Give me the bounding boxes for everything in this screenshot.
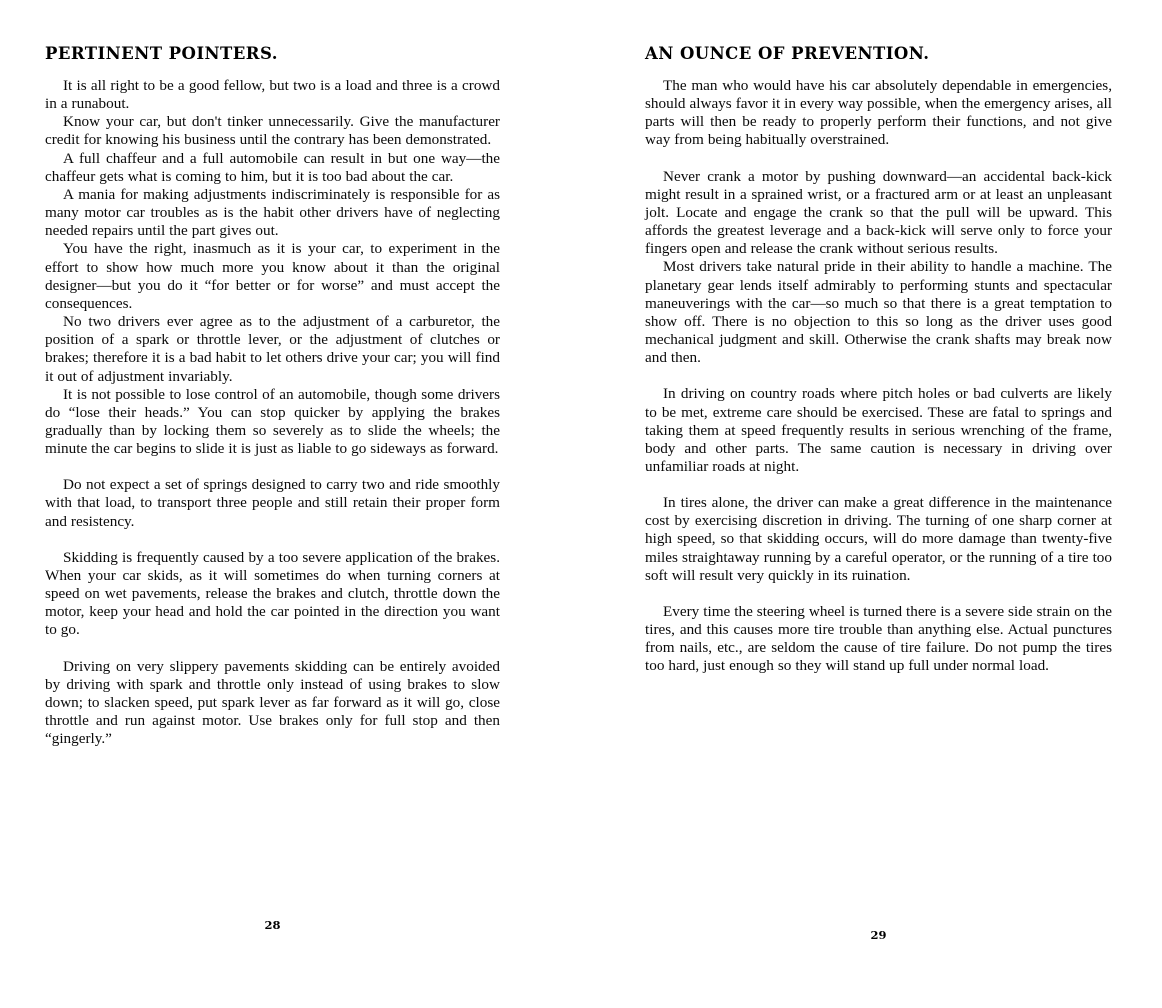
paragraph: Every time the steering wheel is turned there is a severe side strain on the tires, and this causes more tire trouble than anything else. Actual punctures from nails, etc., are seldom the cause of tire failure. Do not pump the tires too hard, just enough so they will stand up full under normal load. xyxy=(645,602,1112,675)
page-number-right: 29 xyxy=(870,928,887,942)
paragraph: Driving on very slippery pavements skidding can be entirely avoided by driving with spark and throttle only instead of using brakes to slow down; to slacken speed, put spark lever as far forward as it will go, close throttle and run against motor. Use brakes only for full stop and then “gingerly.” xyxy=(45,657,500,748)
paragraph: In driving on country roads where pitch holes or bad culverts are likely to be met, extreme care should be exercised. These are fatal to springs and taking them at speed frequently results in serious wrenching of the frame, body and other parts. The same caution is necessary in driving over unfamiliar roads at night. xyxy=(645,385,1112,475)
left-section-heading: PERTINENT POINTERS. xyxy=(45,44,278,63)
left-page-column xyxy=(45,44,500,748)
paragraph: It is not possible to lose control of an automobile, though some drivers do “lose their heads.” You can stop quicker by applying the brakes gradually than by locking them so severely as to slide the wheels; the minute the car begins to slide it is just as liable to go sideways as forward. xyxy=(45,385,500,458)
paragraph: No two drivers ever agree as to the adjustment of a carburetor, the position of a spark or throttle lever, or the adjustment of clutches or brakes; therefore it is a bad habit to let others drive your car; you will find it out of adjustment invariably. xyxy=(45,313,500,385)
paragraph: It is all right to be a good fellow, but two is a load and three is a crowd in a runabout. xyxy=(45,77,500,113)
paragraph: A mania for making adjustments indiscriminately is responsible for as many motor car troubles as is the habit other drivers have of neglecting needed repairs until the part gives out. xyxy=(45,185,500,240)
right-page-column xyxy=(645,44,1112,676)
page-number-left: 28 xyxy=(264,918,281,932)
paragraph: Most drivers take natural pride in their ability to handle a machine. The planetary gear lends itself admirably to performing stunts and spectacular maneuverings with the car—so much so that there is a great temptation to show off. There is no objection to this so long as the driver uses good mechanical judgment and skill. Otherwise the crank shafts may break now and then. xyxy=(645,258,1112,367)
right-section-heading: AN OUNCE OF PREVENTION. xyxy=(645,44,930,63)
paragraph: The man who would have his car absolutely dependable in emergencies, should always favor it in every way possible, when the emergency arises, all parts will then be ready to properly perform their functions, and not give way from being habitually overstrained. xyxy=(645,77,1112,149)
paragraph: Know your car, but don't tinker unnecessarily. Give the manufacturer credit for knowing his business until the contrary has been demonstrated. xyxy=(45,113,500,149)
paragraph: Skidding is frequently caused by a too severe application of the brakes. When your car skids, as it will sometimes do when turning corners at speed on wet pavements, release the brakes and clutch, throttle down the motor, keep your head and hold the car pointed in the direction you want to go. xyxy=(45,548,500,639)
paragraph: Do not expect a set of springs designed to carry two and ride smoothly with that load, to transport three people and still retain their proper form and resistency. xyxy=(45,476,500,530)
paragraph: In tires alone, the driver can make a great difference in the maintenance cost by exercising discretion in driving. The turning of one sharp corner at high speed, so that skidding occurs, will do more damage than twenty-five miles straightaway running by a careful operator, or the running of a tire too soft will result very quickly in its ruination. xyxy=(645,494,1112,584)
paragraph: A full chaffeur and a full automobile can result in but one way—the chaffeur gets what is coming to him, but it is too bad about the car. xyxy=(45,149,500,185)
paragraph: You have the right, inasmuch as it is your car, to experiment in the effort to show how much more you know about it than the original designer—but you do it “for better or for worse” and must accept the consequences. xyxy=(45,240,500,312)
paragraph: Never crank a motor by pushing downward—an accidental back-kick might result in a sprained wrist, or a fractured arm or at least an unpleasant jolt. Locate and engage the crank so that the pull will be upward. This affords the greatest leverage and a back-kick will serve only to force your fingers open and release the crank without serious results. xyxy=(645,167,1112,258)
